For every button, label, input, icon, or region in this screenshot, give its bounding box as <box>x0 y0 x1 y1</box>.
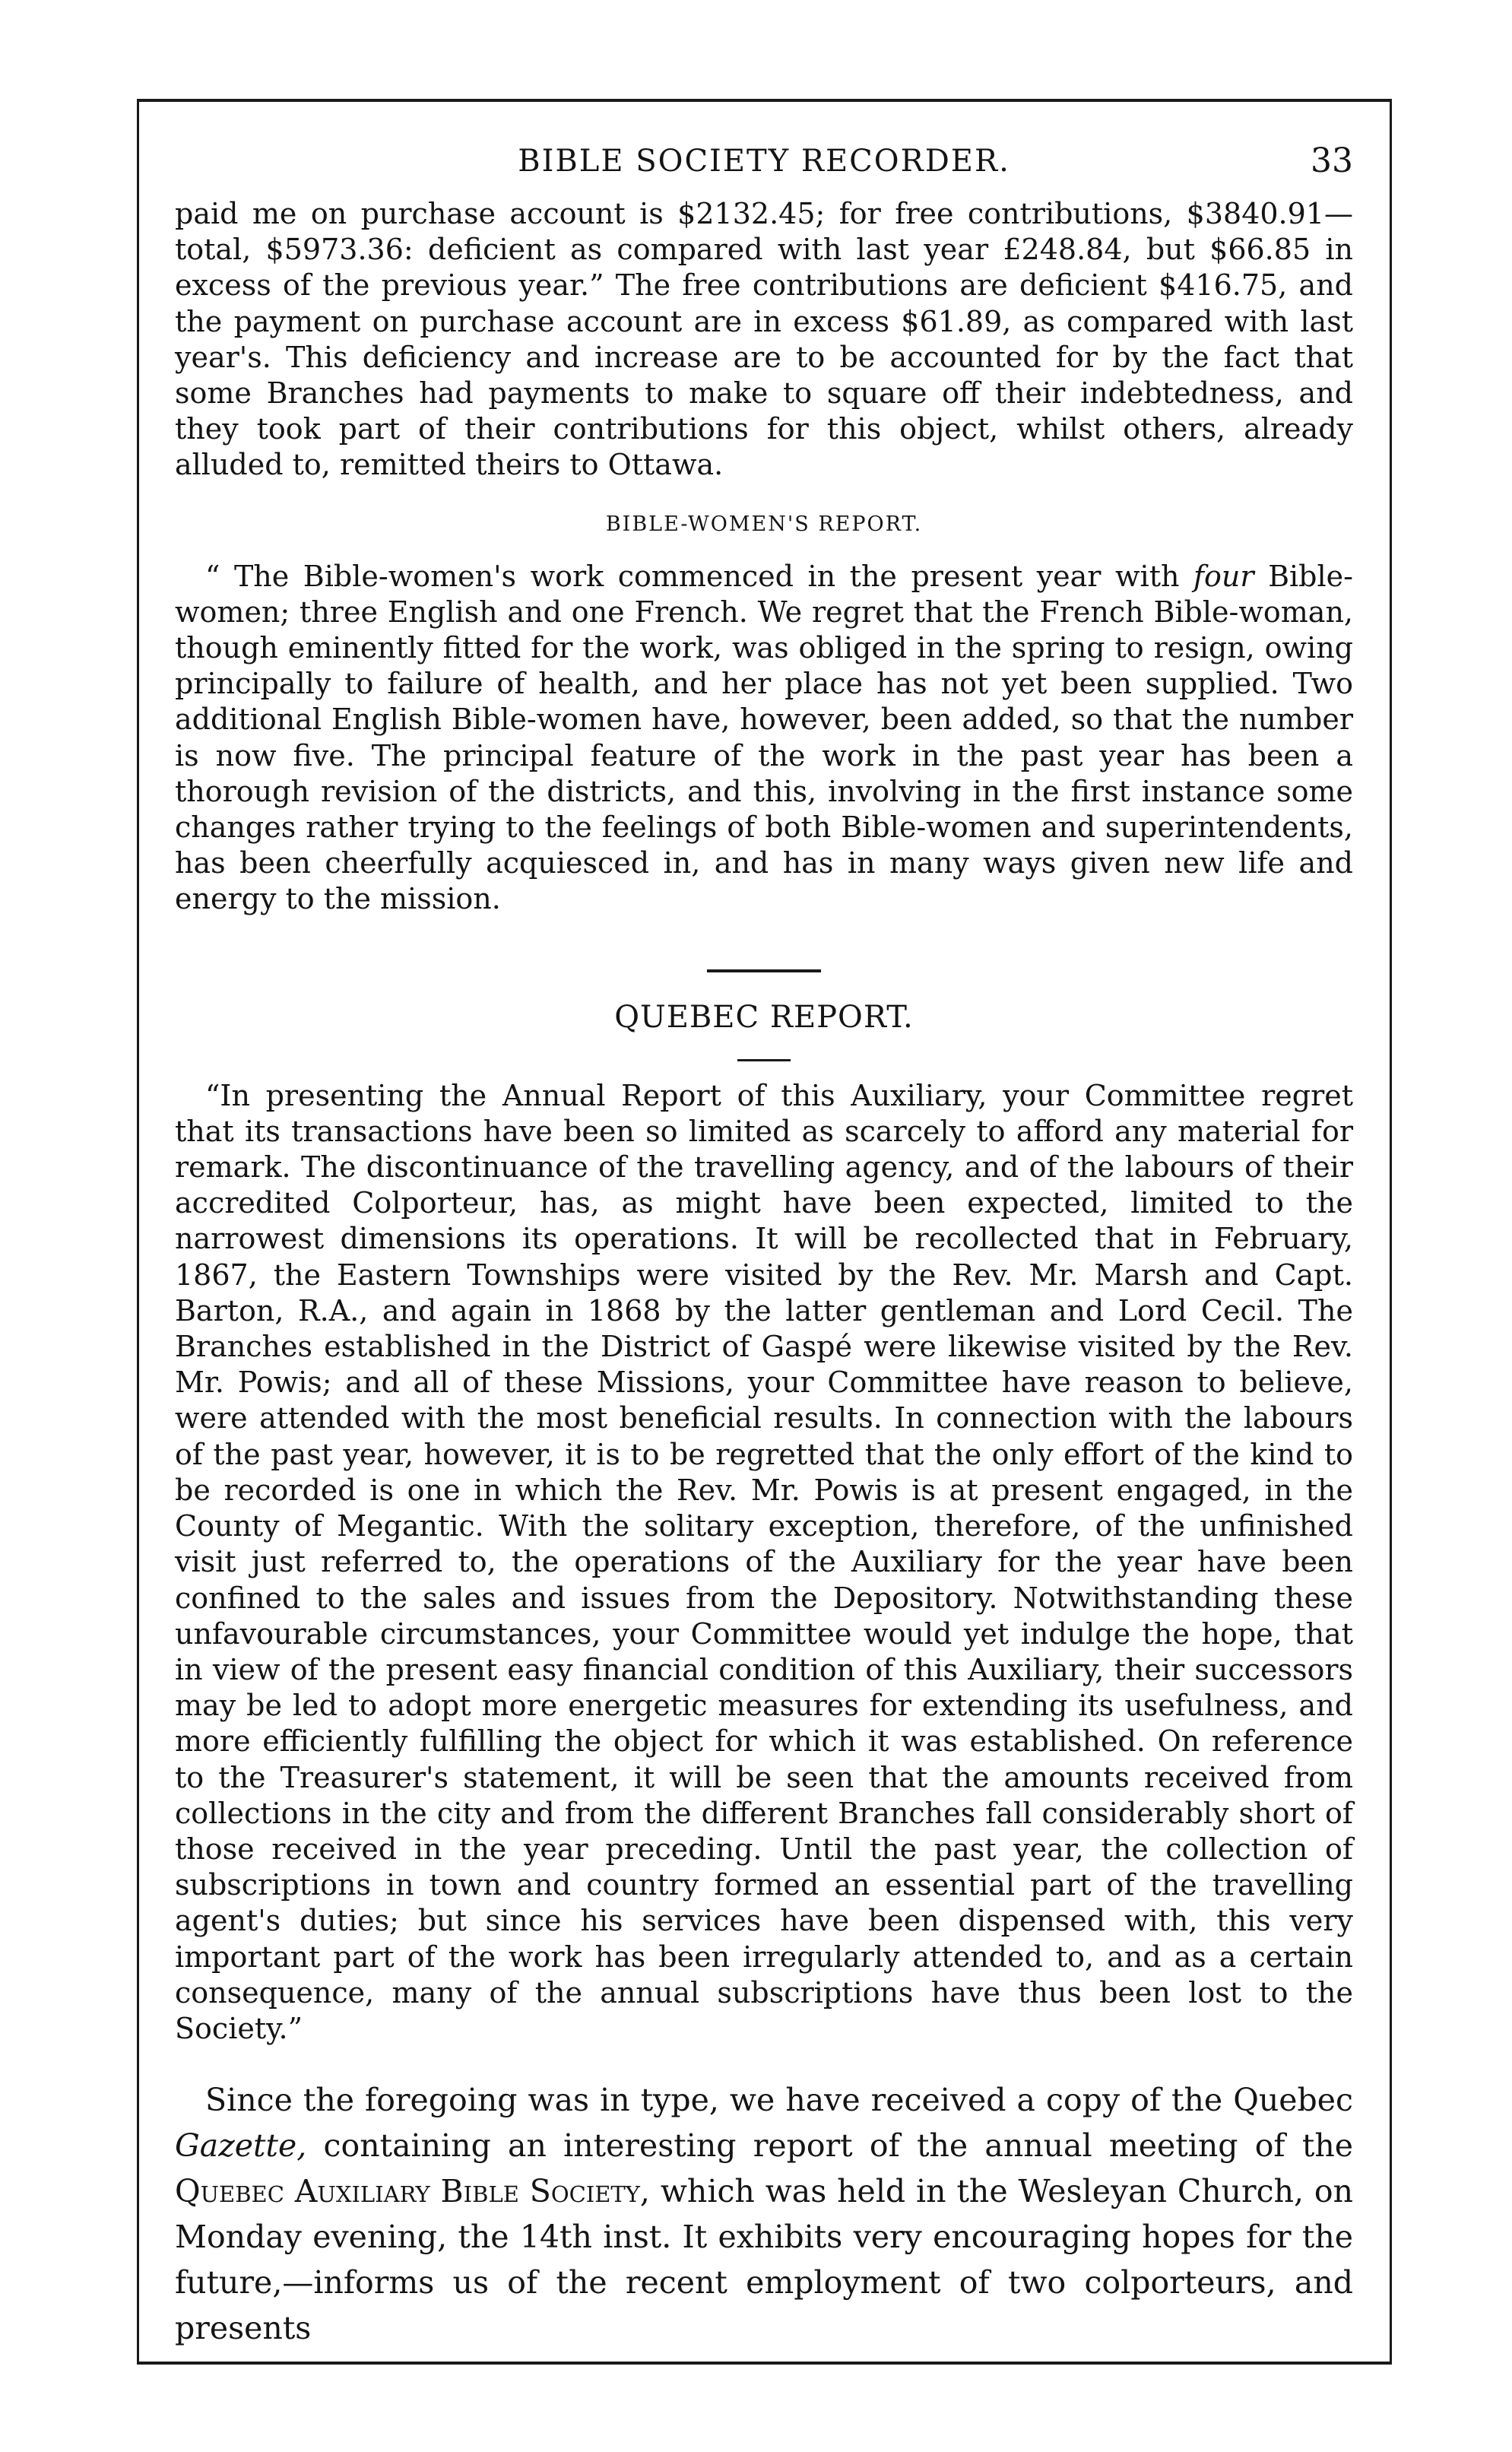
bible-women-text-start: “ The Bible-women's work commenced in the present year with <box>205 559 1193 593</box>
closing-text-2: containing an interesting report of the annual meeting of the <box>306 2127 1353 2165</box>
bible-women-heading: BIBLE-WOMEN'S REPORT. <box>605 512 923 536</box>
quebec-report-title: QUEBEC REPORT. <box>614 999 914 1035</box>
closing-paragraph <box>175 2077 1353 2351</box>
top-border-rule <box>137 99 1391 102</box>
intro-paragraph: paid me on purchase account is $2132.45; for free contributions, $3840.91—total, $5973.36: deficient as compared with last year £248.84, but $66.85 in excess of the previous year.” The free contributions are deficient $416.75, and the payment on purchase account are in excess $61.89, as compared with last year's. This deficiency and increase are to be accounted for by the fact that some Branches had payments to make to square off their indebtedness, and they took part of their contributions for this object, whilst others, already alluded to, remitted theirs to Ottawa. <box>175 197 1353 482</box>
running-title: BIBLE SOCIETY RECORDER. <box>518 144 1010 179</box>
left-border-rule <box>137 99 139 2365</box>
quebec-report-paragraph: “In presenting the Annual Report of this Auxiliary, your Committee regret that its transactions have been so limited as scarcely to afford any material for remark. The discontinuance of the travelling agency, and of the labours of their accredited Colporteur, has, as might have been expected, limited to the narrowest dimensions its operations. It will be recollected that in February, 1867, the Eastern Townships were visited by the Rev. Mr. Marsh and Capt. Barton, R.A., and again in 1868 by the latter gentleman and Lord Cecil. The Branches established in the District of Gaspé were likewise visited by the Rev. Mr. Powis; and all of these Missions, your Committee have reason to believe, were attended with the most beneficial results. In connection with the labours of the past year, however, it is to be regretted that the only effort of the kind to be recorded is one in which the Rev. Mr. Powis is at present engaged, in the County of Megantic. With the solitary exception, therefore, of the unfinished visit just referred to, the operations of the Auxiliary for the year have been confined to the sales and issues from the Depository. Notwithstanding these unfavourable circumstances, your Committee would yet indulge the hope, that in view of the present easy financial condition of this Auxiliary, their successors may be led to adopt more energetic measures for extending its usefulness, and more efficiently fulfilling the object for which it was established. On reference to the Treasurer's statement, it will be seen that the amounts received from collections in the city and from the different Branches fall considerably short of those received in the year preceding. Until the past year, the collection of subscriptions in town and country formed an essential part of the travelling agent's duties; but since his services have been dispensed with, this very important part of the work has been irregularly attended to, and as a certain consequence, many of the annual subscriptions have thus been lost to the Society.” <box>175 1078 1353 2045</box>
closing-text-1: Since the foregoing was in type, we have received a copy of the Quebec <box>205 2082 1353 2119</box>
section-divider <box>707 969 821 972</box>
bible-women-text-end: Bible-women; three English and one French. We regret that the French Bible-woman, though eminently fitted for the work, was obliged in the spring to resign, owing principally to failure of health, and her place has not yet been supplied. Two additional English Bible-women have, however, been added, so that the number is now five. The principal feature of the work in the past year has been a thorough revision of the districts, and this, involving in the first instance some changes rather trying to the feelings of both Bible-women and superintendents, has been cheerfully acquiesced in, and has in many ways given new life and energy to the mission. <box>175 559 1353 916</box>
page-body <box>175 196 1353 2351</box>
bible-women-paragraph <box>175 559 1353 918</box>
page-header <box>175 138 1353 184</box>
bible-women-italic-word: four <box>1193 559 1254 593</box>
right-border-rule <box>1390 99 1392 2365</box>
page-number: 33 <box>1311 141 1353 180</box>
title-divider <box>737 1059 791 1061</box>
closing-italic-gazette: Gazette, <box>175 2127 307 2165</box>
bottom-border-rule <box>137 2362 1391 2365</box>
closing-small-caps: Quebec Auxiliary Bible Society, <box>175 2173 650 2210</box>
closing-text-3: which was held in the Wesleyan Church, on Monday evening, the 14th inst. It exhibits very encouraging hopes for the future,—informs us of the recent employment of two colporteurs, and presents <box>175 2173 1354 2347</box>
book-page <box>137 99 1391 2365</box>
